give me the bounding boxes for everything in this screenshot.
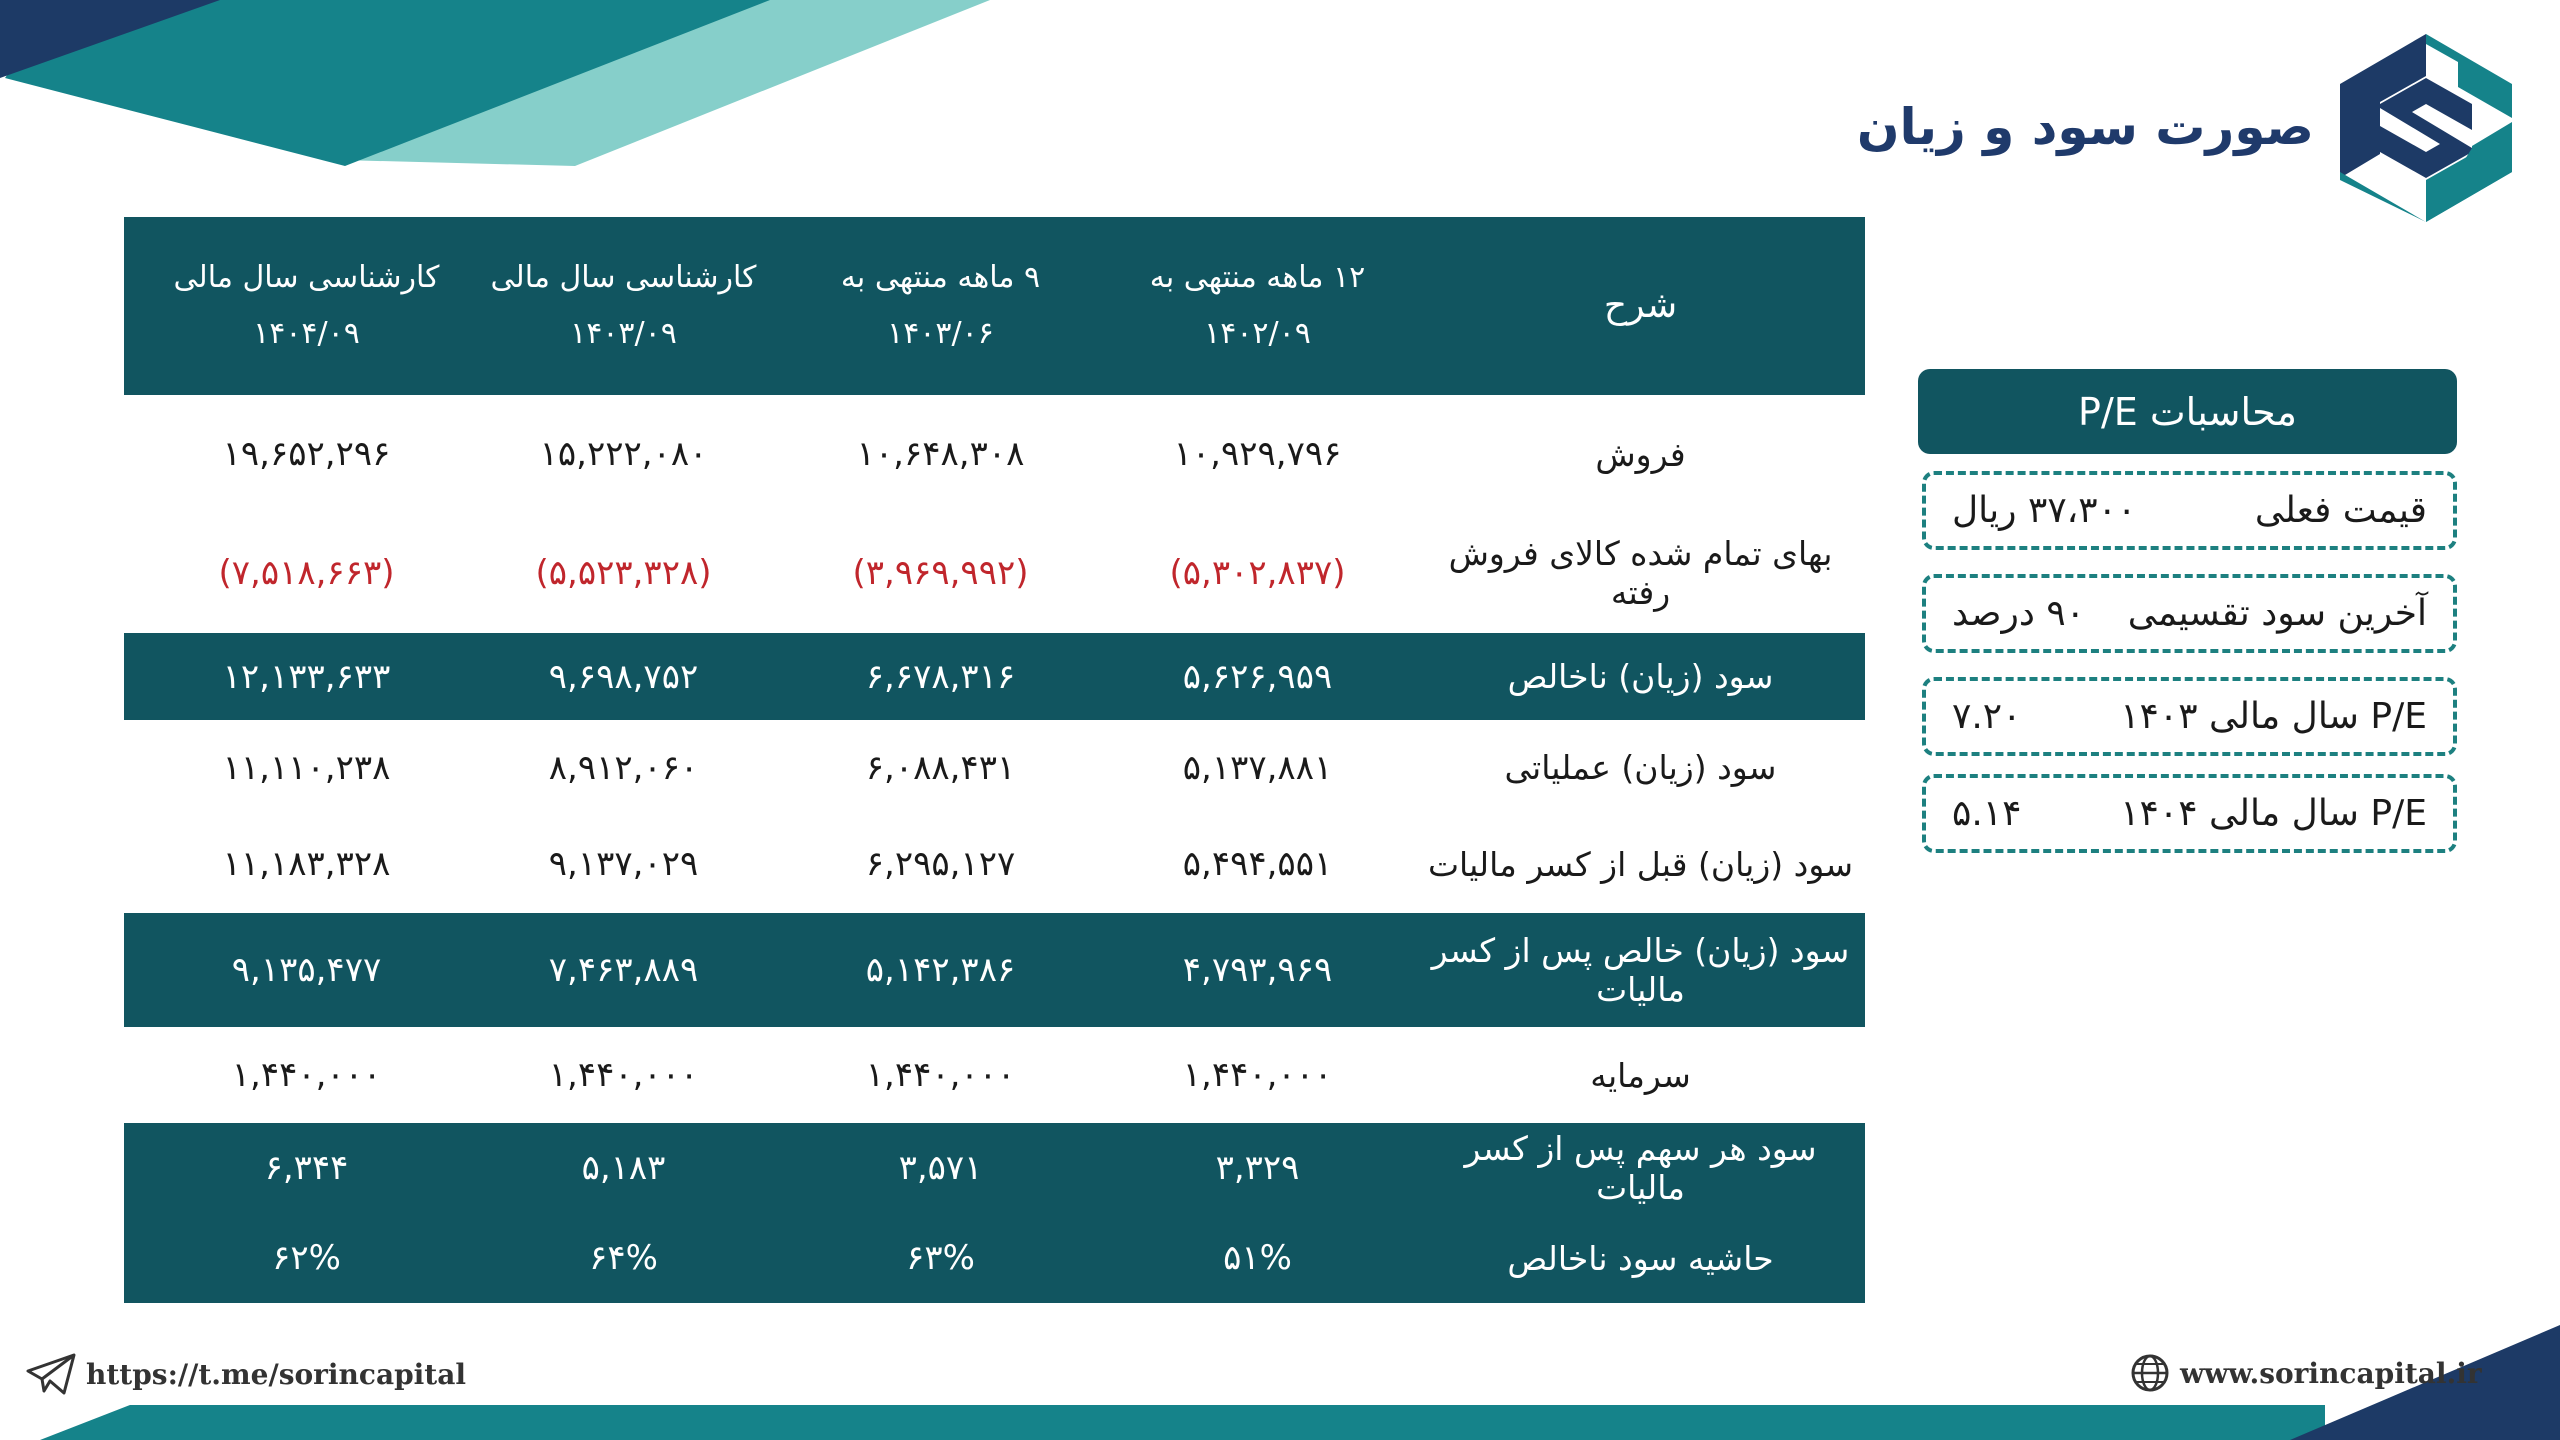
pe-item-value: ۹۰ درصد [1952,593,2085,634]
cell-value: ۱,۴۴۰,۰۰۰ [1182,1055,1333,1095]
table-row-sales [124,395,1865,513]
row-label: سود (زیان) ناخالص [1507,657,1774,696]
header-col-2 [782,250,1099,362]
table-row-capital [124,1027,1865,1123]
header-col-4-label: کارشناسی سال مالی [173,260,440,295]
pe-item-label: قیمت فعلی [2254,490,2427,531]
globe-icon [2130,1353,2170,1393]
website-link-text: www.sorincapital.ir [2180,1356,2482,1390]
pe-item-label: P/E سال مالی ۱۴۰۴ [2120,793,2427,834]
header-description-label: شرح [1603,285,1678,326]
pe-item-pe-1404 [1922,774,2457,853]
cell-value: ۹,۶۹۸,۷۵۲ [548,656,699,697]
cell-value: ۹,۱۳۵,۴۷۷ [231,950,382,990]
cell-value: ۳,۵۷۱ [898,1148,983,1188]
header-description [1416,278,1865,334]
header-col-3 [465,250,782,362]
row-label: سود (زیان) عملیاتی [1504,748,1777,787]
table-row-cogs [124,513,1865,633]
telegram-icon [26,1353,76,1395]
header-col-4 [148,250,465,362]
cell-value: ۶,۲۹۵,۱۲۷ [865,844,1016,884]
cell-value: ۱۰,۹۲۹,۷۹۶ [1173,434,1342,474]
table-row-gross-profit [124,633,1865,720]
income-statement-table [124,217,1865,1303]
cell-value: ۶,۰۸۸,۴۳۱ [865,747,1016,788]
cell-value: ۵,۱۴۲,۳۸۶ [865,950,1016,990]
cell-value-negative: (۵,۳۰۲,۸۳۷) [1169,553,1346,593]
cell-value: ۱۰,۶۴۸,۳۰۸ [856,434,1025,474]
row-label: سرمایه [1590,1055,1691,1095]
cell-value: ۵,۶۲۶,۹۵۹ [1182,656,1333,697]
header-col-4-date: ۱۴۰۴/۰۹ [253,316,360,351]
cell-value: ۱۱,۱۱۰,۲۳۸ [222,747,391,788]
cell-value: ۶,۳۴۴ [264,1148,349,1188]
row-label: بهای تمام شده کالای فروش رفته [1448,534,1833,612]
header-col-1 [1099,250,1416,362]
cell-value: ۶,۶۷۸,۳۱۶ [865,656,1016,697]
cell-value: ۵,۱۳۷,۸۸۱ [1182,747,1333,788]
pe-item-current-price [1922,471,2457,550]
cell-value: ۱,۴۴۰,۰۰۰ [865,1055,1016,1095]
pe-item-value: ۷.۲۰ [1952,696,2022,737]
cell-value: ۱۲,۱۳۳,۶۳۳ [222,656,391,697]
row-label: سود (زیان) خالص پس از کسر مالیات [1431,931,1850,1009]
table-header-row [124,217,1865,395]
cell-value: ۱,۴۴۰,۰۰۰ [231,1055,382,1095]
cell-value: ۹,۱۳۷,۰۲۹ [548,844,699,884]
website-link[interactable] [2130,1353,2482,1393]
telegram-link[interactable] [26,1353,466,1395]
pe-panel-title: محاسبات P/E [1918,369,2457,454]
pe-item-value: ۵.۱۴ [1952,793,2022,834]
pe-item-last-dividend [1922,574,2457,653]
table-row-gross-margin [124,1213,1865,1303]
table-row-eps [124,1123,1865,1213]
cell-value: ۷,۴۶۳,۸۸۹ [548,950,699,990]
table-row-net-profit [124,913,1865,1027]
cell-value: ۴,۷۹۳,۹۶۹ [1182,950,1333,990]
table-row-operating-profit [124,720,1865,815]
cell-value-negative: (۷,۵۱۸,۶۶۳) [218,553,395,593]
pe-item-value: ۳۷،۳۰۰ ریال [1952,490,2137,531]
header-col-1-label: ۱۲ ماهه منتهی به [1149,260,1366,295]
table-row-pretax-profit [124,815,1865,913]
cell-value-negative: (۵,۵۲۳,۳۲۸) [535,553,712,593]
telegram-link-text: https://t.me/sorincapital [86,1357,467,1391]
header-col-1-date: ۱۴۰۲/۰۹ [1204,316,1311,351]
row-label: سود هر سهم پس از کسر مالیات [1464,1129,1817,1207]
cell-value: ۱۵,۲۲۲,۰۸۰ [539,434,708,474]
cell-value-negative: (۳,۹۶۹,۹۹۲) [852,553,1029,593]
cell-value: ۶۴% [589,1238,658,1278]
cell-value: ۵,۴۹۴,۵۵۱ [1182,844,1333,884]
header-col-2-date: ۱۴۰۳/۰۶ [887,316,994,351]
header-col-3-date: ۱۴۰۳/۰۹ [570,316,677,351]
cell-value: ۵,۱۸۳ [581,1148,666,1188]
pe-item-label: P/E سال مالی ۱۴۰۳ [2120,696,2427,737]
header-col-3-label: کارشناسی سال مالی [490,260,757,295]
company-logo-icon [2340,34,2512,222]
cell-value: ۱,۴۴۰,۰۰۰ [548,1055,699,1095]
row-label: حاشیه سود ناخالص [1507,1238,1774,1278]
cell-value: ۱۱,۱۸۳,۳۲۸ [222,844,391,884]
cell-value: ۵۱% [1223,1238,1292,1278]
cell-value: ۸,۹۱۲,۰۶۰ [548,747,699,788]
cell-value: ۱۹,۶۵۲,۲۹۶ [222,434,391,474]
row-label: فروش [1595,434,1686,474]
page-title: صورت سود و زیان [1856,98,2314,156]
pe-item-pe-1403 [1922,677,2457,756]
pe-item-label: آخرین سود تقسیمی [2127,593,2427,634]
cell-value: ۶۳% [906,1238,975,1278]
cell-value: ۶۲% [272,1238,341,1278]
header-col-2-label: ۹ ماهه منتهی به [840,260,1041,295]
row-label: سود (زیان) قبل از کسر مالیات [1427,844,1854,884]
bottom-teal-band [40,1405,2325,1440]
cell-value: ۳,۳۲۹ [1215,1148,1300,1188]
